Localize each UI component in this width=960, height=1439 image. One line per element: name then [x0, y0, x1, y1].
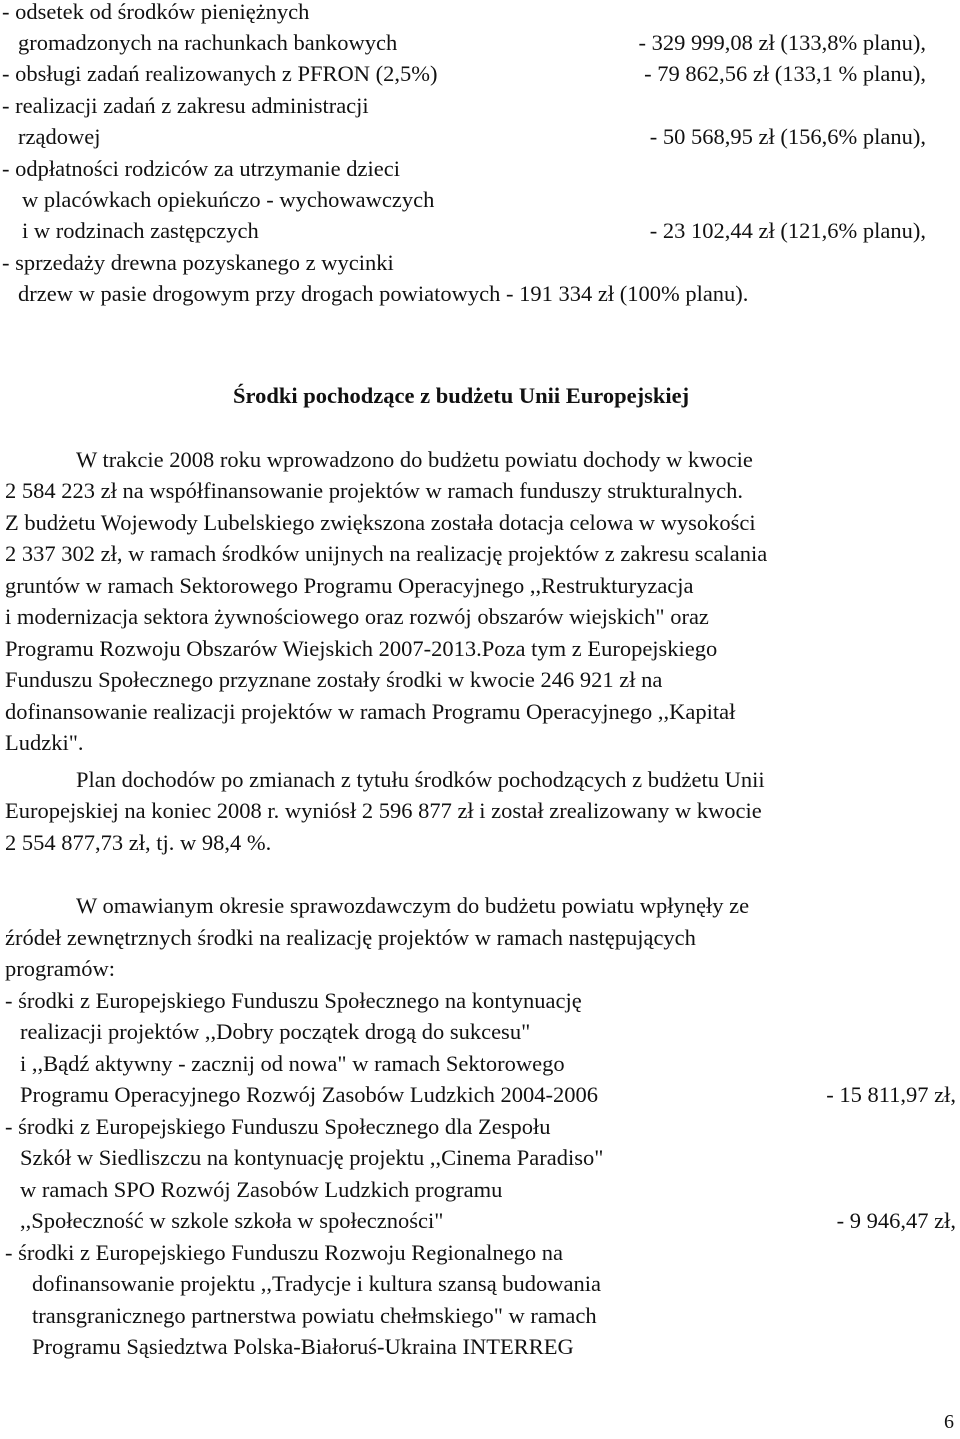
list-item-timber: - sprzedaży drewna pozyskanego z wycinki	[2, 250, 394, 275]
eu-paragraph-line: Programu Rozwoju Obszarów Wiejskich 2007-2013.Poza tym z Europejskiego	[5, 636, 718, 661]
eu-paragraph-line: Europejskiej na koniec 2008 r. wyniósł 2 596 877 zł i został zrealizowany w kwocie	[5, 798, 762, 823]
eu-paragraph-line: Funduszu Społecznego przyznane zostały środki w kwocie 246 921 zł na	[5, 667, 663, 692]
list-item-administration: - realizacji zadań z zakresu administracji	[2, 93, 369, 118]
eu-paragraph-line: 2 584 223 zł na współfinansowanie projektów w ramach funduszy strukturalnych.	[5, 478, 743, 503]
eu-paragraph-line: Ludzki".	[5, 730, 84, 755]
amount-pfron: - 79 862,56 zł (133,1 % planu),	[644, 61, 926, 86]
program-item-line: Programu Operacyjnego Rozwój Zasobów Ludzkich 2004-2006	[20, 1082, 598, 1107]
page-number: 6	[944, 1411, 954, 1433]
amount-parents-fees: - 23 102,44 zł (121,6% planu),	[649, 218, 926, 243]
list-item-pfron: - obsługi zadań realizowanych z PFRON (2,5%)	[2, 61, 438, 86]
programs-intro-line: programów:	[5, 956, 115, 981]
amount-administration: - 50 568,95 zł (156,6% planu),	[649, 124, 926, 149]
program-item-line: Programu Sąsiedztwa Polska-Białoruś-Ukraina INTERREG	[32, 1334, 574, 1359]
program-item-line: Szkół w Siedliszczu na kontynuację projektu ,,Cinema Paradiso"	[20, 1145, 604, 1170]
amount-interest: - 329 999,08 zł (133,8% planu),	[638, 30, 926, 55]
list-item-parents-fees: - odpłatności rodziców za utrzymanie dzieci	[2, 156, 400, 181]
program-item-line: realizacji projektów ,,Dobry początek drogą do sukcesu"	[20, 1019, 531, 1044]
eu-paragraph-line: Plan dochodów po zmianach z tytułu środków pochodzących z budżetu Unii	[76, 767, 765, 792]
eu-paragraph-line: 2 337 302 zł, w ramach środków unijnych na realizację projektów z zakresu scalania	[5, 541, 768, 566]
list-item-parents-fees-cont1: w placówkach opiekuńczo - wychowawczych	[22, 187, 435, 212]
section-heading: Środki pochodzące z budżetu Unii Europejskiej	[233, 383, 690, 408]
eu-paragraph-line: 2 554 877,73 zł, tj. w 98,4 %.	[5, 830, 272, 855]
eu-paragraph-line: Z budżetu Wojewody Lubelskiego zwiększona została dotacja celowa w wysokości	[5, 510, 756, 535]
list-item-interest-cont: gromadzonych na rachunkach bankowych	[18, 30, 398, 55]
program-item-line: transgranicznego partnerstwa powiatu chełmskiego" w ramach	[32, 1303, 597, 1328]
amount-program-a: - 15 811,97 zł,	[826, 1082, 956, 1107]
program-item-line: w ramach SPO Rozwój Zasobów Ludzkich programu	[20, 1177, 503, 1202]
program-item-efs-kontynuacja: - środki z Europejskiego Funduszu Społecznego na kontynuację	[5, 988, 582, 1013]
programs-intro-line: W omawianym okresie sprawozdawczym do budżetu powiatu wpłynęły ze	[76, 893, 750, 918]
eu-paragraph-line: W trakcie 2008 roku wprowadzono do budżetu powiatu dochody w kwocie	[76, 447, 753, 472]
eu-paragraph-line: gruntów w ramach Sektorowego Programu Operacyjnego ,,Restrukturyzacja	[5, 573, 694, 598]
eu-paragraph-line: dofinansowanie realizacji projektów w ramach Programu Operacyjnego ,,Kapitał	[5, 699, 736, 724]
list-item-timber-cont: drzew w pasie drogowym przy drogach powiatowych - 191 334 zł (100% planu).	[18, 281, 749, 306]
program-item-line: i ,,Bądź aktywny - zacznij od nowa" w ramach Sektorowego	[20, 1051, 565, 1076]
program-item-efrr: - środki z Europejskiego Funduszu Rozwoju Regionalnego na	[5, 1240, 564, 1265]
program-item-line: dofinansowanie projektu ,,Tradycje i kultura szansą budowania	[32, 1271, 602, 1296]
amount-program-b: - 9 946,47 zł,	[836, 1208, 956, 1233]
program-item-line: ,,Społeczność w szkole szkoła w społeczności"	[20, 1208, 444, 1233]
list-item-interest: - odsetek od środków pieniężnych	[2, 0, 310, 24]
eu-paragraph-line: i modernizacja sektora żywnościowego oraz rozwój obszarów wiejskich" oraz	[5, 604, 709, 629]
list-item-parents-fees-cont2: i w rodzinach zastępczych	[22, 218, 259, 243]
programs-intro-line: źródeł zewnętrznych środki na realizację projektów w ramach następujących	[5, 925, 696, 950]
list-item-administration-cont: rządowej	[18, 124, 101, 149]
program-item-efs-siedliszcze: - środki z Europejskiego Funduszu Społecznego dla Zespołu	[5, 1114, 551, 1139]
